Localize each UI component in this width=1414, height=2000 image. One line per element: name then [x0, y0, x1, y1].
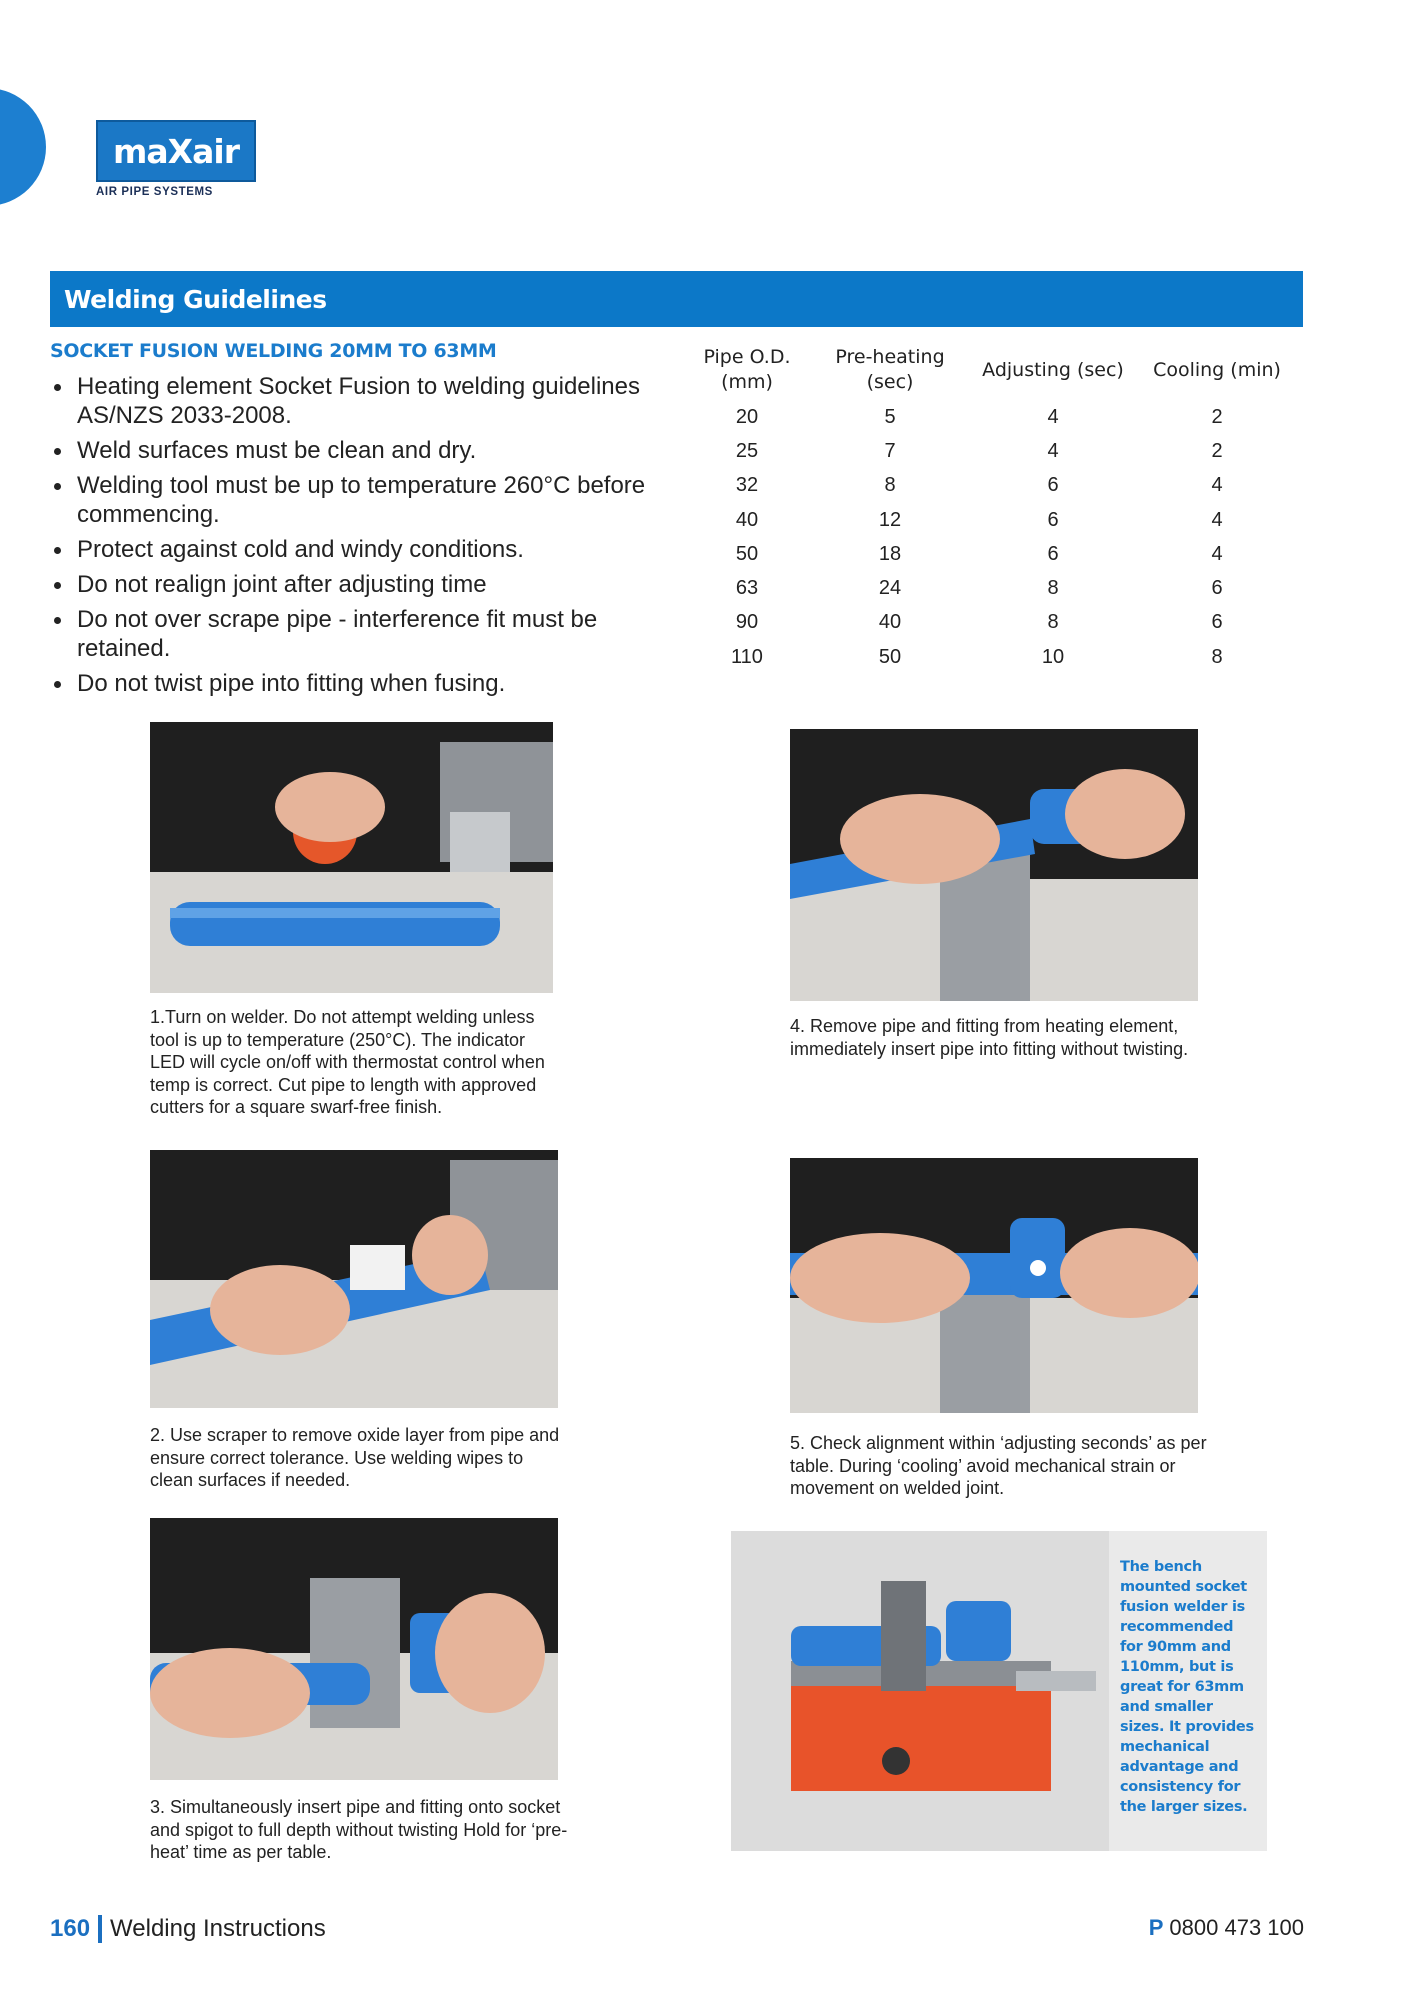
table-row — [688, 469, 1302, 503]
table-header-row — [688, 340, 1302, 400]
table-cell: 24 — [878, 577, 902, 600]
table-cell: 20 — [735, 405, 759, 428]
bench-welder-panel — [731, 1531, 1267, 1851]
page-number: 160 — [50, 1915, 91, 1942]
step3-caption: 3. Simultaneously insert pipe and fitting onto socket and spigot to full depth without twisting Hold for ‘pre-heat’ time as per table. — [150, 1797, 568, 1862]
bullet-icon — [54, 483, 61, 490]
table-cell: 40 — [735, 508, 759, 531]
step3-photo — [150, 1518, 558, 1780]
table-row — [688, 400, 1302, 434]
phone-prefix: P — [1148, 1915, 1164, 1940]
logo-tagline: AIR PIPE SYSTEMS — [96, 186, 213, 198]
phone-number: 0800 473 100 — [1169, 1915, 1304, 1940]
bullet-icon — [54, 681, 61, 688]
header-cooling: Cooling (min) — [1153, 358, 1281, 381]
welding-times-table — [688, 340, 1302, 674]
footer-page-info — [50, 1915, 326, 1943]
guideline-text: Do not over scrape pipe - interference fit must be retained. — [77, 606, 598, 662]
step1-photo — [150, 722, 553, 993]
table-cell: 6 — [1047, 508, 1059, 531]
table-row — [688, 537, 1302, 571]
table-cell: 2 — [1211, 439, 1223, 462]
guideline-text: Protect against cold and windy conditions. — [77, 536, 524, 563]
table-cell: 10 — [1041, 645, 1065, 668]
table-cell: 8 — [1047, 577, 1059, 600]
table-row — [688, 640, 1302, 674]
guideline-text: Do not realign joint after adjusting time — [77, 571, 487, 598]
table-row — [688, 503, 1302, 537]
bullet-icon — [54, 582, 61, 589]
guideline-item — [50, 372, 670, 430]
table-cell: 6 — [1211, 577, 1223, 600]
step1-caption: 1.Turn on welder. Do not attempt welding unless tool is up to temperature (250°C). The indicator LED will cycle on/off with thermostat control when temp is correct. Cut pipe to length with approved cutters for a square swarf-free finish. — [150, 1007, 545, 1117]
step4-photo — [790, 729, 1198, 1001]
table-cell: 25 — [735, 439, 759, 462]
table-cell: 6 — [1047, 542, 1059, 565]
table-cell: 110 — [731, 645, 763, 668]
header-preheating: Pre-heating (sec) — [835, 346, 945, 393]
header-adjusting: Adjusting (sec) — [982, 358, 1124, 381]
table-cell: 50 — [735, 542, 759, 565]
guideline-item — [50, 570, 670, 599]
guideline-item — [50, 605, 670, 663]
step2-caption: 2. Use scraper to remove oxide layer from pipe and ensure correct tolerance. Use welding wipes to clean surfaces if needed. — [150, 1425, 560, 1490]
table-cell: 5 — [884, 405, 896, 428]
corner-decoration — [0, 88, 46, 206]
subheading: SOCKET FUSION WELDING 20MM TO 63MM — [50, 340, 497, 362]
table-cell: 2 — [1211, 405, 1223, 428]
footer-phone — [1149, 1915, 1304, 1941]
table-cell: 40 — [878, 611, 902, 634]
footer-divider — [98, 1915, 102, 1943]
table-cell: 18 — [878, 542, 902, 565]
table-cell: 6 — [1211, 611, 1223, 634]
section-header-bar — [50, 271, 1303, 327]
step2-photo — [150, 1150, 558, 1408]
table-cell: 6 — [1047, 474, 1059, 497]
table-cell: 8 — [1211, 645, 1223, 668]
table-cell: 7 — [884, 439, 896, 462]
table-cell: 8 — [884, 474, 896, 497]
logo-badge — [96, 120, 256, 182]
guideline-text: Heating element Socket Fusion to welding guidelines AS/NZS 2033-2008. — [77, 373, 641, 429]
guideline-text: Weld surfaces must be clean and dry. — [77, 437, 477, 464]
table-cell: 4 — [1211, 542, 1223, 565]
bullet-icon — [54, 547, 61, 554]
table-row — [688, 606, 1302, 640]
guideline-item — [50, 436, 670, 465]
table-cell: 50 — [878, 645, 902, 668]
bench-welder-photo — [731, 1531, 1109, 1851]
section-title: Welding Guidelines — [64, 284, 327, 314]
bullet-icon — [54, 617, 61, 624]
step5-photo — [790, 1158, 1198, 1413]
bench-welder-note: The bench mounted socket fusion welder is recommended for 90mm and 110mm, but is great for 63mm and smaller sizes. It provides mechanical advantage and consistency for the larger sizes. — [1120, 1559, 1254, 1815]
guideline-item — [50, 471, 670, 529]
table-cell: 8 — [1047, 611, 1059, 634]
header-pipe-od: Pipe O.D. (mm) — [703, 346, 791, 393]
guideline-text: Welding tool must be up to temperature 260°C before commencing. — [77, 472, 646, 528]
table-cell: 4 — [1047, 405, 1059, 428]
step5-caption: 5. Check alignment within ‘adjusting seconds’ as per table. During ‘cooling’ avoid mechanical strain or movement on welded joint. — [790, 1433, 1207, 1498]
table-row — [688, 571, 1302, 605]
table-cell: 4 — [1047, 439, 1059, 462]
table-cell: 4 — [1211, 474, 1223, 497]
table-cell: 32 — [735, 474, 759, 497]
step4-caption: 4. Remove pipe and fitting from heating element, immediately insert pipe into fitting without twisting. — [790, 1016, 1189, 1059]
guideline-list — [50, 372, 670, 704]
guideline-item — [50, 535, 670, 564]
maxair-logo — [96, 120, 256, 198]
bullet-icon — [54, 448, 61, 455]
guideline-item — [50, 669, 670, 698]
table-cell: 63 — [735, 577, 759, 600]
bullet-icon — [54, 384, 61, 391]
guideline-text: Do not twist pipe into fitting when fusing. — [77, 670, 506, 697]
table-row — [688, 434, 1302, 468]
logo-wordmark: maXair — [113, 131, 239, 171]
table-cell: 12 — [878, 508, 902, 531]
table-cell: 4 — [1211, 508, 1223, 531]
footer-section-name: Welding Instructions — [110, 1915, 326, 1942]
table-cell: 90 — [735, 611, 759, 634]
